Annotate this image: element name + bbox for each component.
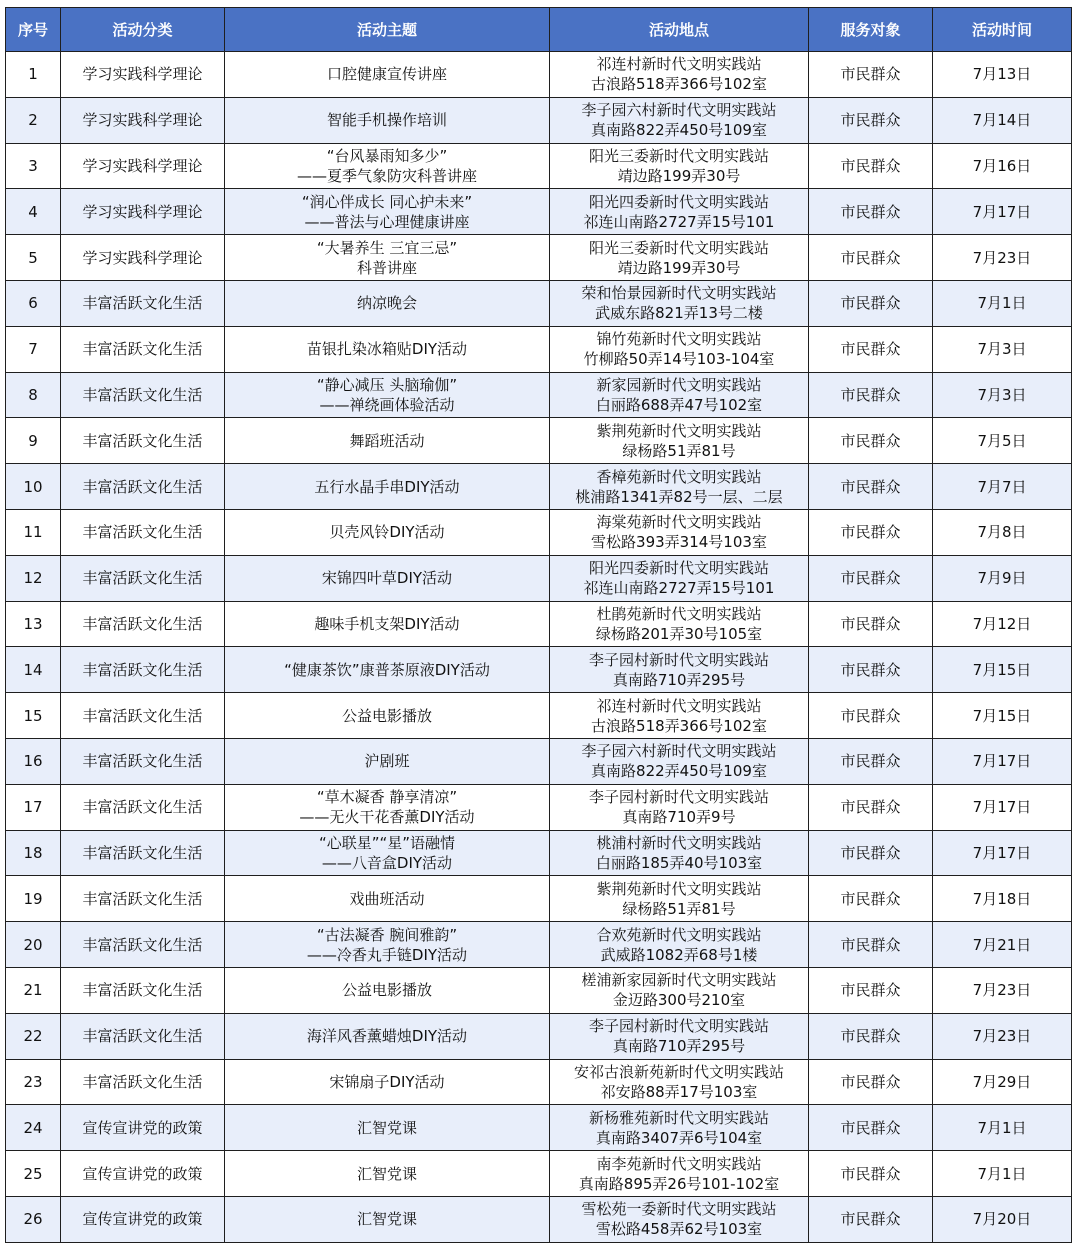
cell-seq: 8: [6, 372, 61, 418]
cell-location-line: 李子园村新时代文明实践站: [588, 650, 769, 669]
cell-location: [550, 326, 809, 372]
header-audience: 服务对象: [809, 8, 933, 52]
cell-audience: 市民群众: [809, 922, 933, 968]
cell-theme-line: “润心伴成长 同心护未来”: [301, 192, 473, 211]
cell-audience: 市民群众: [809, 235, 933, 281]
cell-location: [550, 372, 809, 418]
cell-audience: 市民群众: [809, 1196, 933, 1242]
cell-location: [550, 235, 809, 281]
cell-location-line: 靖边路199弄30号: [617, 258, 741, 277]
cell-theme-line: 贝壳风铃DIY活动: [329, 523, 445, 542]
cell-category: 丰富活跃文化生活: [61, 280, 225, 326]
cell-audience: 市民群众: [809, 1105, 933, 1151]
cell-location-line: 靖边路199弄30号: [617, 166, 741, 185]
table-row: [6, 52, 1072, 98]
cell-location-line: 雪松苑一委新时代文明实践站: [581, 1200, 777, 1219]
table-row: [6, 326, 1072, 372]
cell-theme: [225, 967, 550, 1013]
cell-seq: 7: [6, 326, 61, 372]
cell-theme: [225, 738, 550, 784]
cell-theme-line: 宋锦四叶草DIY活动: [321, 569, 453, 588]
table-row: [6, 280, 1072, 326]
cell-theme-line: “台风暴雨知多少”: [326, 146, 448, 165]
cell-location-line: 海棠苑新时代文明实践站: [596, 513, 762, 532]
cell-seq: 19: [6, 876, 61, 922]
cell-location-line: 真南路822弄450号109室: [591, 121, 767, 140]
cell-time: 7月1日: [933, 1105, 1072, 1151]
cell-time: 7月15日: [933, 693, 1072, 739]
cell-time: 7月14日: [933, 97, 1072, 143]
header-location: 活动地点: [550, 8, 809, 52]
cell-theme-line: “大暑养生 三宜三忌”: [316, 238, 458, 257]
cell-theme: [225, 326, 550, 372]
cell-seq: 12: [6, 555, 61, 601]
cell-location-line: 新家园新时代文明实践站: [596, 375, 762, 394]
table-row: [6, 1105, 1072, 1151]
cell-audience: 市民群众: [809, 647, 933, 693]
table-header-row: [6, 8, 1072, 52]
cell-theme: [225, 601, 550, 647]
cell-location-line: 绿杨路51弄81号: [622, 899, 736, 918]
table-row: [6, 464, 1072, 510]
cell-location-line: 雪松路458弄62号103室: [595, 1220, 763, 1239]
cell-location-line: 武威东路821弄13号二楼: [595, 304, 763, 323]
cell-seq: 5: [6, 235, 61, 281]
cell-location: [550, 967, 809, 1013]
cell-location-line: 雪松路393弄314号103室: [591, 533, 767, 552]
cell-category: 学习实践科学理论: [61, 235, 225, 281]
cell-location: [550, 876, 809, 922]
cell-seq: 20: [6, 922, 61, 968]
cell-seq: 14: [6, 647, 61, 693]
cell-theme: [225, 1013, 550, 1059]
cell-location: [550, 280, 809, 326]
cell-location-line: 祁连村新时代文明实践站: [596, 55, 762, 74]
table-row: [6, 876, 1072, 922]
table-row: [6, 601, 1072, 647]
cell-audience: 市民群众: [809, 830, 933, 876]
cell-time: 7月23日: [933, 967, 1072, 1013]
cell-location-line: 绿杨路201弄30号105室: [595, 624, 763, 643]
cell-time: 7月17日: [933, 189, 1072, 235]
cell-category: 丰富活跃文化生活: [61, 372, 225, 418]
cell-audience: 市民群众: [809, 876, 933, 922]
cell-audience: 市民群众: [809, 372, 933, 418]
cell-category: 丰富活跃文化生活: [61, 1013, 225, 1059]
cell-location: [550, 189, 809, 235]
cell-seq: 13: [6, 601, 61, 647]
table-body: [6, 52, 1072, 1243]
cell-theme-line: 纳凉晚会: [356, 294, 417, 313]
cell-location-line: 新杨雅苑新时代文明实践站: [588, 1108, 769, 1127]
cell-seq: 2: [6, 97, 61, 143]
cell-location-line: 真南路822弄450号109室: [591, 762, 767, 781]
cell-location: [550, 464, 809, 510]
cell-category: 丰富活跃文化生活: [61, 647, 225, 693]
cell-category: 丰富活跃文化生活: [61, 876, 225, 922]
cell-theme: [225, 143, 550, 189]
cell-theme-line: 戏曲班活动: [349, 889, 425, 908]
cell-location-line: 阳光三委新时代文明实践站: [588, 146, 769, 165]
cell-audience: 市民群众: [809, 784, 933, 830]
cell-theme-line: 汇智党课: [356, 1118, 417, 1137]
cell-location-line: 绿杨路51弄81号: [622, 441, 736, 460]
cell-theme-line: 五行水晶手串DIY活动: [314, 477, 460, 496]
cell-location: [550, 1059, 809, 1105]
cell-location: [550, 738, 809, 784]
cell-category: 宣传宣讲党的政策: [61, 1196, 225, 1242]
cell-theme: [225, 52, 550, 98]
cell-location: [550, 693, 809, 739]
cell-seq: 15: [6, 693, 61, 739]
table-row: [6, 830, 1072, 876]
cell-seq: 4: [6, 189, 61, 235]
cell-seq: 21: [6, 967, 61, 1013]
cell-location-line: 李子园村新时代文明实践站: [588, 1017, 769, 1036]
cell-audience: 市民群众: [809, 509, 933, 555]
cell-audience: 市民群众: [809, 1059, 933, 1105]
cell-location-line: 荣和怡景园新时代文明实践站: [581, 284, 777, 303]
cell-location-line: 真南路895弄26号101-102室: [578, 1174, 780, 1193]
cell-category: 学习实践科学理论: [61, 97, 225, 143]
table-row: [6, 418, 1072, 464]
cell-category: 宣传宣讲党的政策: [61, 1151, 225, 1197]
cell-category: 学习实践科学理论: [61, 189, 225, 235]
cell-time: 7月5日: [933, 418, 1072, 464]
cell-location-line: 香樟苑新时代文明实践站: [596, 467, 762, 486]
header-seq: 序号: [6, 8, 61, 52]
cell-location-line: 祁连村新时代文明实践站: [596, 696, 762, 715]
table-row: [6, 555, 1072, 601]
table-row: [6, 1151, 1072, 1197]
table-row: [6, 1059, 1072, 1105]
cell-theme: [225, 1059, 550, 1105]
cell-time: 7月1日: [933, 1151, 1072, 1197]
cell-theme-line: 汇智党课: [356, 1164, 417, 1183]
cell-theme-line: “健康茶饮”康普茶原液DIY活动: [284, 660, 490, 679]
cell-location: [550, 418, 809, 464]
table-row: [6, 647, 1072, 693]
cell-time: 7月1日: [933, 280, 1072, 326]
cell-theme: [225, 784, 550, 830]
cell-audience: 市民群众: [809, 280, 933, 326]
cell-time: 7月20日: [933, 1196, 1072, 1242]
cell-theme-line: “心联星”“星”语融情: [318, 833, 456, 852]
cell-seq: 16: [6, 738, 61, 784]
cell-time: 7月23日: [933, 1013, 1072, 1059]
cell-category: 学习实践科学理论: [61, 143, 225, 189]
cell-theme-line: 宋锦扇子DIY活动: [329, 1072, 445, 1091]
cell-audience: 市民群众: [809, 555, 933, 601]
cell-category: 宣传宣讲党的政策: [61, 1105, 225, 1151]
activity-table-container: [5, 7, 1071, 1243]
cell-seq: 10: [6, 464, 61, 510]
cell-time: 7月21日: [933, 922, 1072, 968]
cell-seq: 11: [6, 509, 61, 555]
cell-category: 丰富活跃文化生活: [61, 509, 225, 555]
cell-location-line: 古浪路518弄366号102室: [591, 716, 767, 735]
cell-theme-line: “静心减压 头脑瑜伽”: [316, 375, 458, 394]
cell-location-line: 桃浦路1341弄82号一层、二层: [575, 487, 783, 506]
cell-theme-line: ——禅绕画体验活动: [319, 395, 455, 414]
cell-theme: [225, 693, 550, 739]
cell-location: [550, 509, 809, 555]
cell-time: 7月8日: [933, 509, 1072, 555]
cell-category: 丰富活跃文化生活: [61, 601, 225, 647]
cell-theme-line: 苗银扎染冰箱贴DIY活动: [306, 340, 468, 359]
cell-theme-line: ——夏季气象防灾科普讲座: [296, 166, 477, 185]
cell-location: [550, 1105, 809, 1151]
cell-theme: [225, 372, 550, 418]
cell-seq: 6: [6, 280, 61, 326]
cell-audience: 市民群众: [809, 52, 933, 98]
cell-theme-line: ——冷香丸手链DIY活动: [306, 945, 468, 964]
cell-theme-line: ——八音盒DIY活动: [321, 853, 453, 872]
cell-audience: 市民群众: [809, 326, 933, 372]
cell-theme: [225, 555, 550, 601]
table-row: [6, 922, 1072, 968]
cell-time: 7月3日: [933, 326, 1072, 372]
table-row: [6, 693, 1072, 739]
cell-location: [550, 143, 809, 189]
cell-location-line: 白丽路688弄47号102室: [595, 395, 763, 414]
cell-theme: [225, 418, 550, 464]
cell-time: 7月23日: [933, 235, 1072, 281]
cell-category: 丰富活跃文化生活: [61, 464, 225, 510]
cell-category: 丰富活跃文化生活: [61, 738, 225, 784]
cell-location: [550, 97, 809, 143]
cell-location: [550, 601, 809, 647]
cell-location: [550, 52, 809, 98]
cell-theme-line: 趣味手机支架DIY活动: [314, 614, 460, 633]
cell-time: 7月16日: [933, 143, 1072, 189]
cell-theme-line: ——普法与心理健康讲座: [304, 212, 470, 231]
table-row: [6, 1013, 1072, 1059]
cell-location: [550, 784, 809, 830]
cell-theme: [225, 509, 550, 555]
cell-category: 丰富活跃文化生活: [61, 693, 225, 739]
cell-location-line: 白丽路185弄40号103室: [595, 853, 763, 872]
cell-location: [550, 647, 809, 693]
cell-location-line: 桃浦村新时代文明实践站: [596, 833, 762, 852]
cell-theme-line: ——无火干花香薰DIY活动: [299, 808, 475, 827]
cell-location: [550, 830, 809, 876]
cell-theme: [225, 280, 550, 326]
cell-theme: [225, 235, 550, 281]
cell-location-line: 南李苑新时代文明实践站: [596, 1154, 762, 1173]
cell-seq: 1: [6, 52, 61, 98]
table-row: [6, 784, 1072, 830]
cell-theme: [225, 189, 550, 235]
cell-location-line: 阳光四委新时代文明实践站: [588, 192, 769, 211]
cell-category: 学习实践科学理论: [61, 52, 225, 98]
cell-time: 7月17日: [933, 784, 1072, 830]
cell-location: [550, 922, 809, 968]
cell-audience: 市民群众: [809, 189, 933, 235]
cell-time: 7月29日: [933, 1059, 1072, 1105]
cell-location-line: 合欢苑新时代文明实践站: [596, 925, 762, 944]
table-row: [6, 143, 1072, 189]
cell-location-line: 真南路710弄295号: [612, 670, 746, 689]
cell-audience: 市民群众: [809, 693, 933, 739]
cell-location-line: 李子园六村新时代文明实践站: [581, 101, 777, 120]
cell-theme-line: 舞蹈班活动: [349, 431, 425, 450]
header-theme: 活动主题: [225, 8, 550, 52]
table-row: [6, 97, 1072, 143]
cell-category: 丰富活跃文化生活: [61, 830, 225, 876]
cell-audience: 市民群众: [809, 143, 933, 189]
cell-location-line: 真南路710弄9号: [622, 808, 736, 827]
cell-location-line: 祁安路88弄17号103室: [600, 1082, 758, 1101]
cell-seq: 25: [6, 1151, 61, 1197]
cell-location: [550, 1013, 809, 1059]
table-row: [6, 235, 1072, 281]
cell-audience: 市民群众: [809, 1151, 933, 1197]
cell-location-line: 安祁古浪新苑新时代文明实践站: [573, 1062, 784, 1081]
cell-theme: [225, 647, 550, 693]
cell-time: 7月13日: [933, 52, 1072, 98]
cell-seq: 3: [6, 143, 61, 189]
cell-location-line: 阳光四委新时代文明实践站: [588, 559, 769, 578]
cell-location-line: 古浪路518弄366号102室: [591, 75, 767, 94]
cell-theme-line: 智能手机操作培训: [326, 111, 447, 130]
cell-theme: [225, 830, 550, 876]
cell-theme-line: 海洋风香薰蜡烛DIY活动: [306, 1027, 468, 1046]
cell-theme-line: 公益电影播放: [341, 981, 432, 1000]
header-category: 活动分类: [61, 8, 225, 52]
cell-location-line: 竹柳路50弄14号103-104室: [583, 350, 775, 369]
cell-seq: 24: [6, 1105, 61, 1151]
table-row: [6, 738, 1072, 784]
cell-theme: [225, 1105, 550, 1151]
cell-audience: 市民群众: [809, 464, 933, 510]
cell-theme-line: 公益电影播放: [341, 706, 432, 725]
cell-audience: 市民群众: [809, 418, 933, 464]
cell-location-line: 武威路1082弄68号1楼: [600, 945, 758, 964]
cell-location-line: 李子园六村新时代文明实践站: [581, 742, 777, 761]
cell-category: 丰富活跃文化生活: [61, 967, 225, 1013]
header-time: 活动时间: [933, 8, 1072, 52]
table-row: [6, 509, 1072, 555]
cell-time: 7月12日: [933, 601, 1072, 647]
cell-time: 7月9日: [933, 555, 1072, 601]
cell-theme-line: 汇智党课: [356, 1210, 417, 1229]
cell-time: 7月18日: [933, 876, 1072, 922]
cell-location-line: 祁连山南路2727弄15号101: [583, 212, 775, 231]
cell-category: 丰富活跃文化生活: [61, 784, 225, 830]
cell-time: 7月3日: [933, 372, 1072, 418]
table-row: [6, 967, 1072, 1013]
cell-category: 丰富活跃文化生活: [61, 418, 225, 464]
cell-time: 7月17日: [933, 830, 1072, 876]
cell-location-line: 槎浦新家园新时代文明实践站: [581, 971, 777, 990]
activity-table: [5, 7, 1072, 1243]
cell-seq: 22: [6, 1013, 61, 1059]
cell-location: [550, 1151, 809, 1197]
cell-location-line: 祁连山南路2727弄15号101: [583, 579, 775, 598]
cell-location-line: 阳光三委新时代文明实践站: [588, 238, 769, 257]
cell-location: [550, 555, 809, 601]
cell-category: 丰富活跃文化生活: [61, 1059, 225, 1105]
cell-location: [550, 1196, 809, 1242]
cell-location-line: 紫荆苑新时代文明实践站: [596, 421, 762, 440]
cell-audience: 市民群众: [809, 1013, 933, 1059]
cell-time: 7月7日: [933, 464, 1072, 510]
cell-seq: 26: [6, 1196, 61, 1242]
cell-theme: [225, 1151, 550, 1197]
cell-location-line: 紫荆苑新时代文明实践站: [596, 879, 762, 898]
table-row: [6, 1196, 1072, 1242]
cell-location-line: 真南路3407弄6号104室: [595, 1128, 763, 1147]
cell-audience: 市民群众: [809, 601, 933, 647]
cell-theme: [225, 464, 550, 510]
cell-theme-line: “草木凝香 静享清凉”: [316, 788, 458, 807]
cell-time: 7月15日: [933, 647, 1072, 693]
cell-location-line: 李子园村新时代文明实践站: [588, 788, 769, 807]
cell-audience: 市民群众: [809, 738, 933, 784]
table-row: [6, 372, 1072, 418]
cell-location-line: 金迈路300号210室: [612, 991, 746, 1010]
cell-category: 丰富活跃文化生活: [61, 922, 225, 968]
cell-audience: 市民群众: [809, 97, 933, 143]
cell-theme-line: 口腔健康宣传讲座: [326, 65, 447, 84]
cell-theme-line: “古法凝香 腕间雅韵”: [316, 925, 458, 944]
cell-theme-line: 科普讲座: [356, 258, 417, 277]
cell-seq: 9: [6, 418, 61, 464]
cell-time: 7月17日: [933, 738, 1072, 784]
cell-seq: 23: [6, 1059, 61, 1105]
cell-audience: 市民群众: [809, 967, 933, 1013]
cell-category: 丰富活跃文化生活: [61, 326, 225, 372]
cell-location-line: 杜鹃苑新时代文明实践站: [596, 604, 762, 623]
cell-theme: [225, 97, 550, 143]
cell-category: 丰富活跃文化生活: [61, 555, 225, 601]
table-row: [6, 189, 1072, 235]
cell-theme: [225, 922, 550, 968]
cell-seq: 18: [6, 830, 61, 876]
cell-theme: [225, 876, 550, 922]
cell-location-line: 锦竹苑新时代文明实践站: [596, 330, 762, 349]
cell-theme: [225, 1196, 550, 1242]
cell-theme-line: 沪剧班: [364, 752, 410, 771]
cell-seq: 17: [6, 784, 61, 830]
cell-location-line: 真南路710弄295号: [612, 1037, 746, 1056]
